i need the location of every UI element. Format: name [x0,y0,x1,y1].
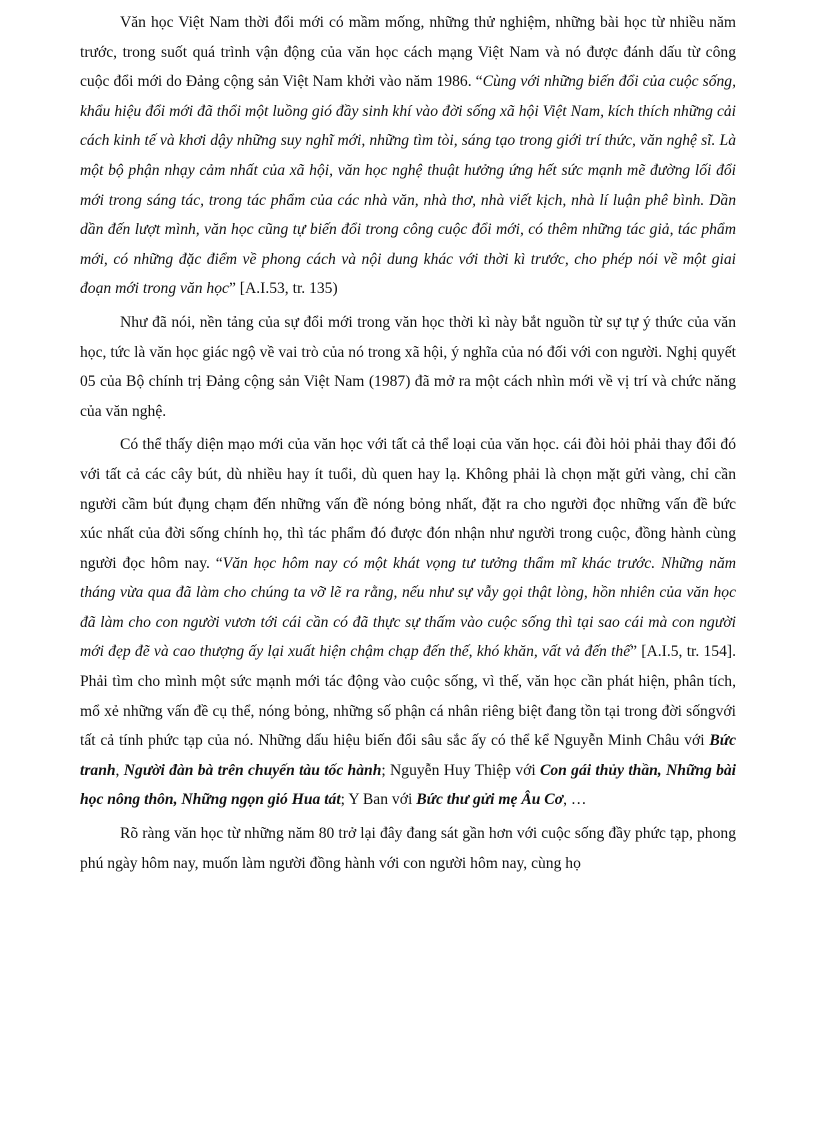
work-title: Bức tranh [80,732,736,779]
quoted-text: Cùng với những biến đổi của cuộc sống, khẩu hiệu đổi mới đã thổi một luồng gió đầy sinh khí vào đời sống xã hội Việt Nam, kích thích những cải cách kinh tế và khơi dậy những suy nghĩ mới, những tìm tòi, sáng tạo trong giới trí thức, văn nghệ sĩ. Là một bộ phận nhạy cảm nhất của xã hội, văn học nghệ thuật hưởng ứng hết sức mạnh mẽ đường lối đổi mới trong sáng tác, trong tác phẩm của các nhà văn, nhà thơ, nhà viết kịch, nhà lí luận phê bình. Dần dần đến lượt mình, văn học cũng tự biến đổi trong công cuộc đổi mới, có thêm những tác giả, tác phẩm mới, có những đặc điểm về phong cách và nội dung khác với thời kì trước, cho phép nói về một giai đoạn mới trong văn học [80,73,736,298]
text-segment: ; Nguyễn Huy Thiệp với [381,761,540,779]
text-segment: , [115,761,124,779]
text-segment: , … [563,791,587,809]
text-segment: Rõ ràng văn học từ những năm 80 trở lại đây đang sát gần hơn với cuộc sống đầy phức tạp, phong phú ngày hôm nay, muốn làm người đồng hành với con người hôm nay, cùng họ [80,825,736,872]
text-segment: Như đã nói, nền tảng của sự đổi mới trong văn học thời kì này bắt nguồn từ sự tự ý thức của văn học, tức là văn học giác ngộ về vai trò của nó trong xã hội, ý nghĩa của nó đối với con người. Nghị quyết 05 của Bộ chính trị Đảng cộng sản Việt Nam (1987) đã mở ra một cách nhìn mới về vị trí và chức năng của văn nghệ. [80,313,736,420]
text-segment: ” [A.I.53, tr. 135) [228,280,338,298]
text-segment: ” [A.I.5, tr. 154]. Phải tìm cho mình một sức mạnh mới tác động vào cuộc sống, vì thế, văn học cần phát hiện, phân tích, mổ xẻ những vấn đề cụ thể, nóng bỏng, những số phận cá nhân riêng biệt đang tồn tại trong đời sốngvới tất cả tính phức tạp của nó. Những dấu hiệu biến đổi sâu sắc ấy có thể kể Nguyễn Minh Châu với [80,643,736,750]
quoted-text: Văn học hôm nay có một khát vọng tư tưởng thẩm mĩ khác trước. Những năm tháng vừa qua đã làm cho chúng ta vỡ lẽ ra rằng, nếu như sự vẫy gọi thật lòng, hồn nhiên của văn học đã làm cho con người vươn tới cái cần có đã thực sự thấm vào cuộc sống thì tại sao cái mà con người mới đẹp đẽ và cao thượng ấy lại xuất hiện chậm chạp đến thế, khó khăn, vất vả đến thế [80,554,736,661]
paragraph-4 [80,819,736,878]
text-segment: ; Y Ban với [340,791,417,809]
work-title: Người đàn bà trên chuyến tàu tốc hành [123,761,382,779]
document-page [80,8,736,878]
paragraph-3 [80,430,736,815]
work-title: Bức thư gửi mẹ Âu Cơ [416,791,564,809]
text-segment: Có thể thấy diện mạo mới của văn học với tất cả thể loại của văn học. cái đòi hỏi phải thay đổi đó với tất cả các cây bút, dù nhiều hay ít tuổi, dù quen hay lạ. Không phải là chọn mặt gửi vàng, chỉ cần người cầm bút đụng chạm đến những vấn đề nóng bỏng nhất, đặt ra cho người đọc những vấn đề bức xúc nhất của đời sống chính họ, thì tác phẩm đó được đón nhận như người trong cuộc, đồng hành cùng người đọc hôm nay. “ [80,436,736,572]
work-title: Con gái thủy thần, Những bài học nông thôn, Những ngọn gió Hua tát [80,761,736,809]
text-segment: Văn học Việt Nam thời đổi mới có mầm mống, những thử nghiệm, những bài học từ nhiều năm trước, trong suốt quá trình vận động của văn học cách mạng Việt Nam và nó được đánh dấu từ công cuộc đổi mới do Đảng cộng sản Việt Nam khởi vào năm 1986. “ [80,14,736,91]
paragraph-1 [80,8,736,304]
paragraph-2 [80,308,736,426]
